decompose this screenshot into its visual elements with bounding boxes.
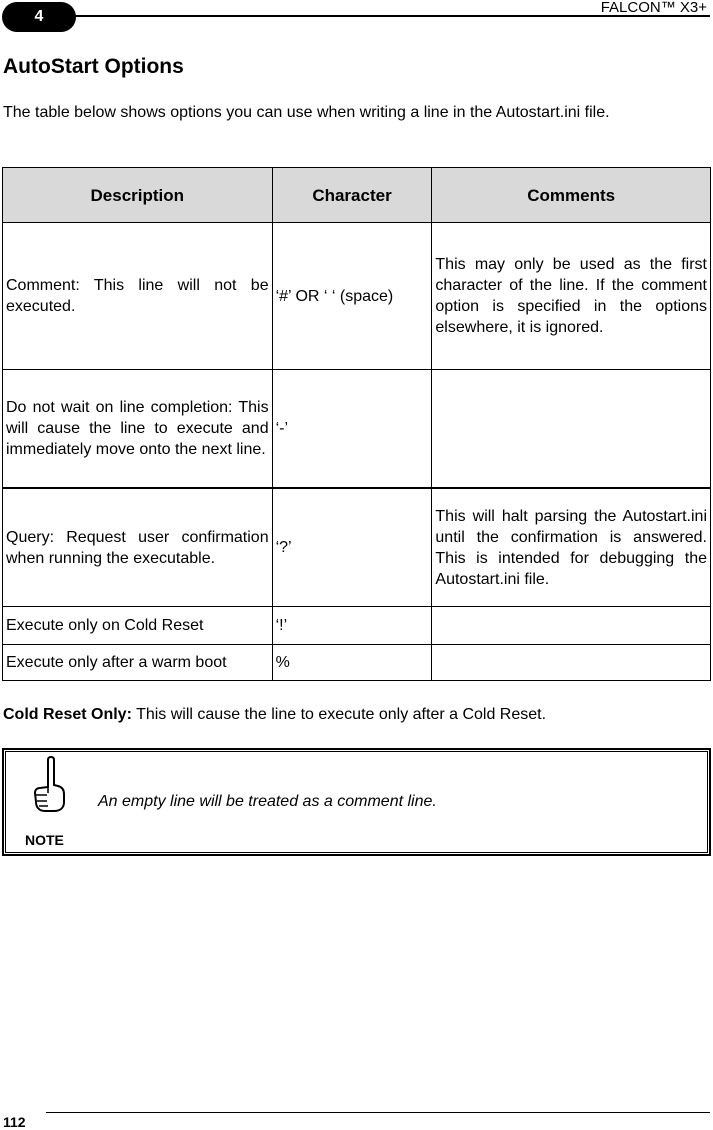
cold-reset-text: This will cause the line to execute only after a Cold Reset.	[131, 706, 547, 723]
table-row	[3, 607, 711, 645]
cell-description: Query: Request user confirmation when running the executable.	[3, 488, 273, 607]
autostart-options-table	[2, 167, 711, 681]
pointing-hand-icon	[31, 755, 67, 813]
table-row	[3, 370, 711, 489]
cold-reset-label: Cold Reset Only:	[3, 706, 132, 723]
cell-description: Execute only on Cold Reset	[3, 607, 273, 645]
table-row	[3, 488, 711, 607]
cell-description: Comment: This line will not be executed.	[3, 223, 273, 370]
cell-comments	[432, 607, 711, 645]
table-row	[3, 645, 711, 681]
note-box	[2, 748, 711, 856]
cell-comments	[432, 370, 711, 489]
cell-character: ‘#’ OR ‘ ‘ (space)	[272, 223, 432, 370]
header-comments: Comments	[432, 168, 711, 223]
table-header-row	[3, 168, 711, 223]
cell-character: ‘-’	[272, 370, 432, 489]
note-label: NOTE	[25, 832, 64, 848]
cell-comments: This may only be used as the first character of the line. If the comment option is specified in the options elsewhere, it is ignored.	[432, 223, 711, 370]
note-text: An empty line will be treated as a comment line.	[98, 793, 437, 810]
cell-character: ‘?’	[272, 488, 432, 607]
table-row	[3, 223, 711, 370]
cell-comments	[432, 645, 711, 681]
footer-rule	[46, 1112, 710, 1113]
header-character: Character	[272, 168, 432, 223]
page-number: 112	[3, 1114, 26, 1130]
section-title: AutoStart Options	[3, 55, 184, 78]
cell-description: Execute only after a warm boot	[3, 645, 273, 681]
product-name: FALCON™ X3+	[600, 0, 707, 16]
cell-description: Do not wait on line completion: This will cause the line to execute and immediately move onto the next line.	[3, 370, 273, 489]
cell-character: %	[272, 645, 432, 681]
cell-character: ‘!’	[272, 607, 432, 645]
intro-paragraph: The table below shows options you can use when writing a line in the Autostart.ini file.	[3, 104, 610, 121]
cell-comments: This will halt parsing the Autostart.ini until the confirmation is answered. This is intended for debugging the Autostart.ini file.	[432, 488, 711, 607]
chapter-badge: 4	[2, 2, 76, 32]
cold-reset-note	[3, 706, 546, 724]
header-description: Description	[3, 168, 273, 223]
